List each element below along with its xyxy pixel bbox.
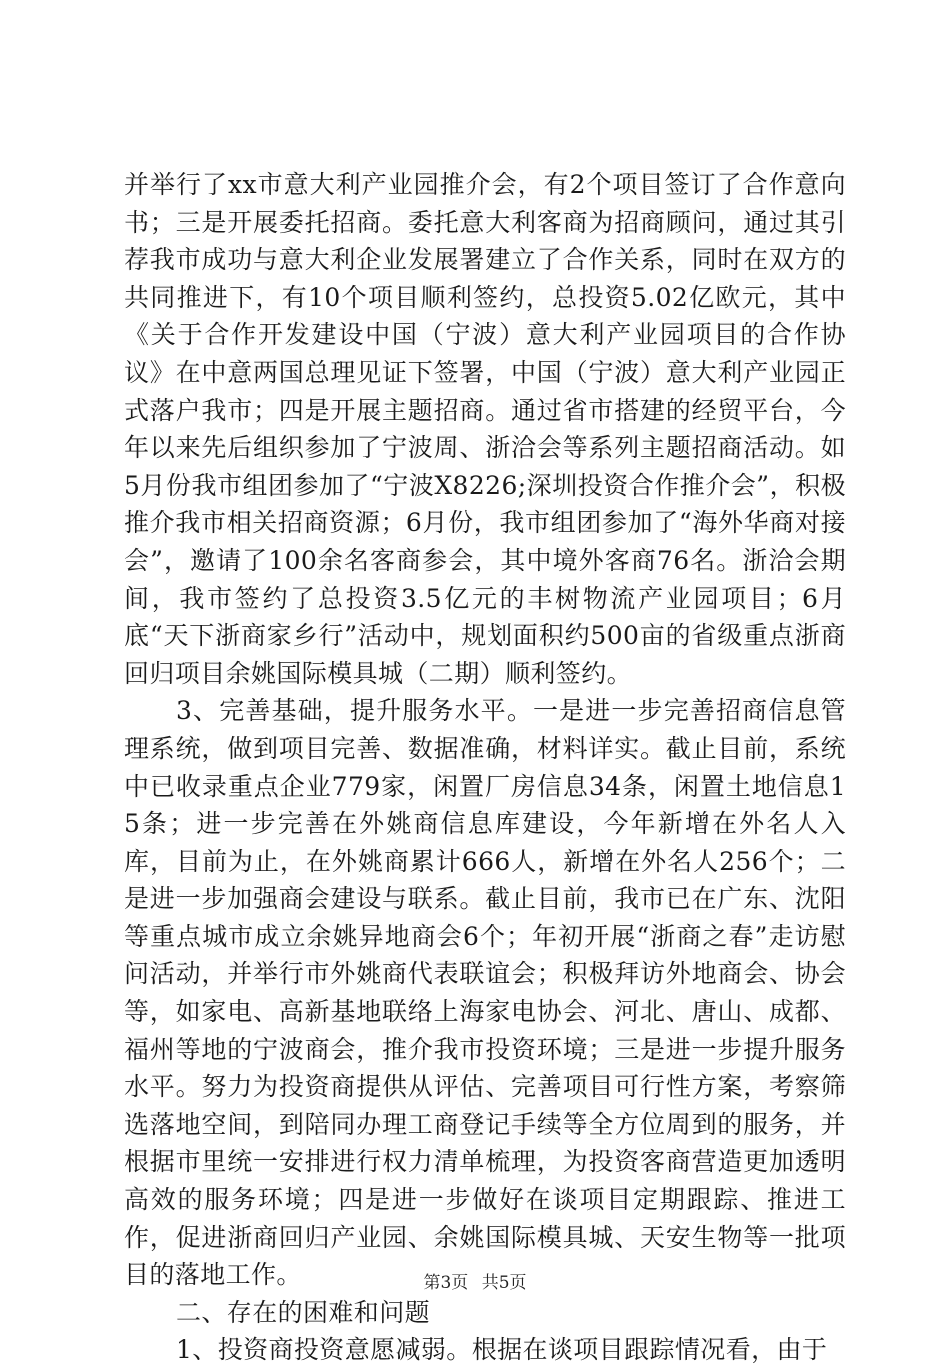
page-total: 共5页 xyxy=(481,1273,527,1293)
document-body xyxy=(124,166,846,1369)
paragraph-investment-promotion: 并举行了xx市意大利产业园推介会，有2个项目签订了合作意向书；三是开展委托招商。委托意大利客商为招商顾问，通过其引荐我市成功与意大利企业发展署建立了合作关系，同时在双方的共同推进下，有10个项目顺利签约，总投资5.02亿欧元，其中《关于合作开发建设中国（宁波）意大利产业园项目的合作协议》在中意两国总理见证下签署，中国（宁波）意大利产业园正式落户我市；四是开展主题招商。通过省市搭建的经贸平台，今年以来先后组织参加了宁波周、浙洽会等系列主题招商活动。如5月份我市组团参加了“宁波X8226;深圳投资合作推介会”，积极推介我市相关招商资源；6月份，我市组团参加了“海外华商对接会”，邀请了100余名客商参会，其中境外客商76名。浙洽会期间，我市签约了总投资3.5亿元的丰树物流产业园项目；6月底“天下浙商家乡行”活动中，规划面积约500亩的省级重点浙商回归项目余姚国际模具城（二期）顺利签约。 xyxy=(124,170,846,688)
paragraph-improve-service: 3、完善基础，提升服务水平。一是进一步完善招商信息管理系统，做到项目完善、数据准确，材料详实。截止目前，系统中已收录重点企业779家，闲置厂房信息34条，闲置土地信息15条；进一步完善在外姚商信息库建设，今年新增在外名人入库，目前为止，在外姚商累计666人，新增在外名人256个；二是进一步加强商会建设与联系。截止目前，我市已在广东、沈阳等重点城市成立余姚异地商会6个；年初开展“浙商之春”走访慰问活动，并举行市外姚商代表联谊会；积极拜访外地商会、协会等，如家电、高新基地联络上海家电协会、河北、唐山、成都、福州等地的宁波商会，推介我市投资环境；三是进一步提升服务水平。努力为投资商提供从评估、完善项目可行性方案，考察筛选落地空间，到陪同办理工商登记手续等全方位周到的服务，并根据市里统一安排进行权力清单梳理，为投资客商营造更加透明高效的服务环境；四是进一步做好在谈项目定期跟踪、推进工作，促进浙商回归产业园、余姚国际模具城、天安生物等一批项目的落地工作。 xyxy=(124,696,846,1290)
page-footer xyxy=(0,1268,950,1293)
page-number: 第3页 xyxy=(423,1273,469,1293)
paragraph-investor-willingness: 1、投资商投资意愿减弱。根据在谈项目跟踪情况看，由于 xyxy=(176,1335,828,1365)
section-heading-difficulties: 二、存在的困难和问题 xyxy=(176,1297,431,1327)
